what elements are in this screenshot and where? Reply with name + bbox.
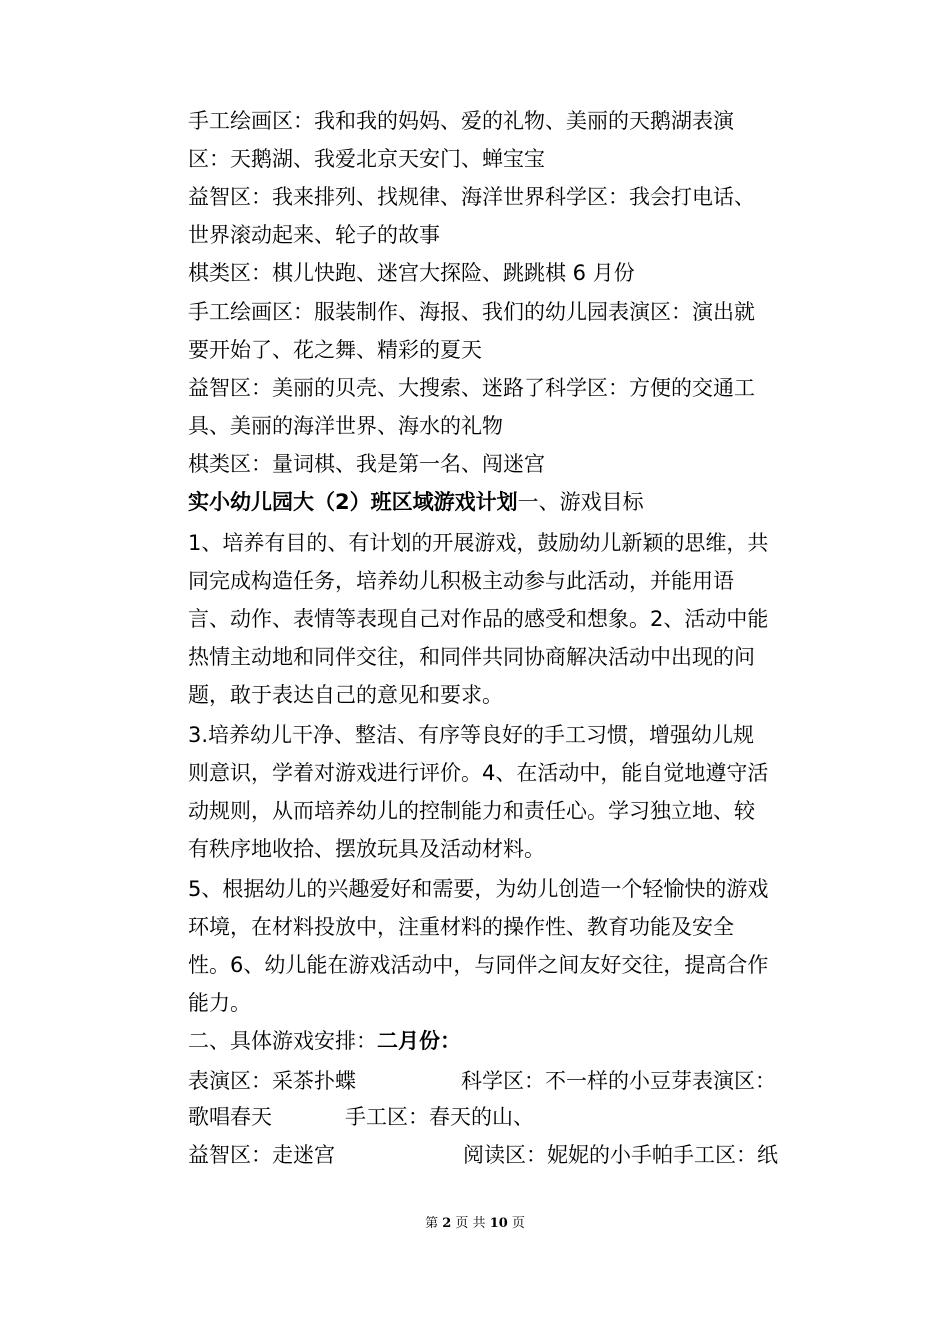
- arrangement-heading: [188, 1022, 828, 1060]
- text-line: 言、动作、表情等表现自己对作品的感受和想象。2、活动中能: [188, 607, 769, 631]
- total-pages-number: 10: [489, 1216, 508, 1231]
- text-line: 性。6、幼儿能在游戏活动中，与同伴之间友好交往，提高合作: [188, 953, 769, 977]
- text-line: 棋类区：棋儿快跑、迷宫大探险、跳跳棋 6 月份: [188, 261, 635, 285]
- text-line: 题，敢于表达自己的意见和要求。: [188, 683, 503, 707]
- goals-heading: 一、游戏目标: [517, 490, 644, 514]
- footer-suffix: 页: [511, 1216, 525, 1231]
- schedule-cell: 益智区：走迷宫: [188, 1143, 335, 1167]
- text-line: 则意识，学着对游戏进行评价。4、在活动中，能自觉地遵守活: [188, 761, 769, 785]
- text-line: 有秩序地收拾、摆放玩具及活动材料。: [188, 837, 545, 861]
- text-line: 3.培养幼儿干净、整洁、有序等良好的手工习惯，增强幼儿规: [188, 723, 755, 747]
- schedule-row: [188, 1136, 828, 1174]
- schedule-cell: 手工区：春天的山、: [345, 1105, 534, 1129]
- text-line: 棋类区：量词棋、我是第一名、闯迷宫: [188, 452, 545, 476]
- schedule-cell: 歌唱春天: [188, 1105, 272, 1129]
- text-line: 手工绘画区：服装制作、海报、我们的幼儿园表演区：演出就: [188, 300, 755, 324]
- text-line: 5、根据幼儿的兴趣爱好和需要，为幼儿创造一个轻愉快的游戏: [188, 877, 769, 901]
- schedule-cell: 阅读区：妮妮的小手帕手工区：纸: [463, 1143, 778, 1167]
- text-line: 世界滚动起来、轮子的故事: [188, 223, 440, 247]
- schedule-cell: 科学区：不一样的小豆芽表演区：: [461, 1069, 776, 1093]
- text-line: 同完成构造任务，培养幼儿积极主动参与此活动，并能用语: [188, 569, 734, 593]
- text-line: 益智区：美丽的贝壳、大搜索、迷路了科学区：方便的交通工: [188, 376, 755, 400]
- text-line: 环境，在材料投放中，注重材料的操作性、教育功能及安全: [188, 915, 734, 939]
- text-line: 手工绘画区：我和我的妈妈、爱的礼物、美丽的天鹅湖表演: [188, 109, 734, 133]
- current-page-number: 2: [442, 1216, 452, 1231]
- footer-prefix: 第: [425, 1216, 439, 1231]
- footer-mid: 页 共: [455, 1216, 486, 1231]
- schedule-cell: 表演区：采茶扑蝶: [188, 1069, 356, 1093]
- schedule-row: [188, 1062, 828, 1100]
- text-line: 能力。: [188, 991, 251, 1015]
- text-line: 具、美丽的海洋世界、海水的礼物: [188, 414, 503, 438]
- text-line: 1、培养有目的、有计划的开展游戏，鼓励幼儿新颖的思维，共: [188, 531, 769, 555]
- page-footer: [0, 1215, 950, 1233]
- text-line: 益智区：我来排列、找规律、海洋世界科学区：我会打电话、: [188, 185, 755, 209]
- month-label: 二月份：: [377, 1029, 461, 1053]
- section-heading: [188, 483, 828, 521]
- plan-title: 实小幼儿园大（2）班区域游戏计划: [188, 490, 518, 514]
- schedule-row: [188, 1098, 828, 1136]
- text-line: 要开始了、花之舞、精彩的夏天: [188, 338, 482, 362]
- text-line: 动规则，从而培养幼儿的控制能力和责任心。学习独立地、较: [188, 799, 755, 823]
- text-line: 区：天鹅湖、我爱北京天安门、蝉宝宝: [188, 147, 545, 171]
- arrangement-lead: 二、具体游戏安排：: [188, 1029, 377, 1053]
- text-line: 热情主动地和同伴交往，和同伴共同协商解决活动中出现的问: [188, 645, 755, 669]
